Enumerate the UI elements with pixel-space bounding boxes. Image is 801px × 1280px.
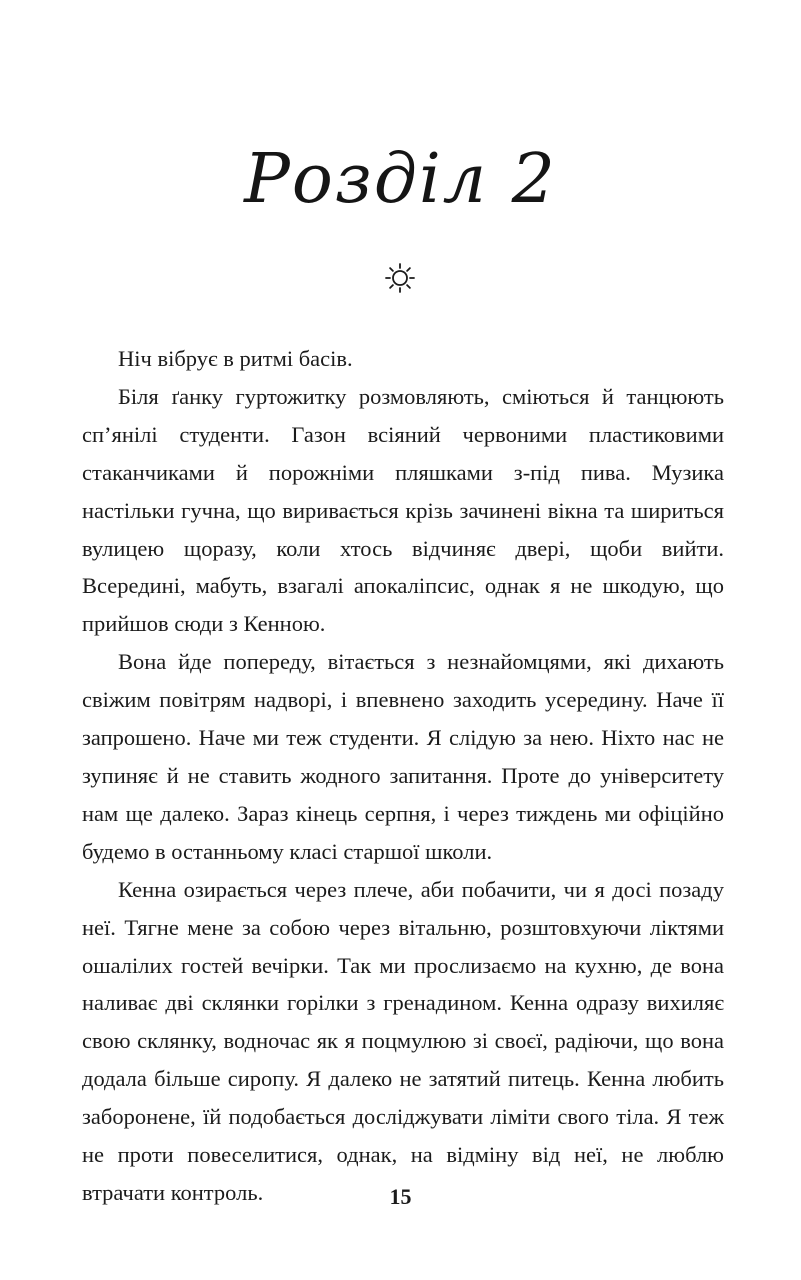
chapter-body <box>82 340 724 1212</box>
paragraph: Біля ґанку гуртожитку розмовляють, сміються й танцюють сп’янілі студенти. Газон всіяний червоними пластиковими стаканчиками й порожніми пляшками з-під пива. Музика настільки гучна, що виривається крізь зачинені вікна та шириться вулицею щоразу, коли хтось відчиняє двері, щоби вийти. Всередині, мабуть, взагалі апокаліпсис, однак я не шкодую, що прийшов сюди з Кенною. <box>82 383 724 637</box>
page-number: 15 <box>389 1184 412 1209</box>
paragraph: Ніч вібрує в ритмі басів. <box>118 346 353 371</box>
paragraph: Кенна озирається через плече, аби побачити, чи я досі позаду неї. Тягне мене за собою через вітальню, розштовхуючи ліктями ошалілих гостей вечірки. Так ми прослизаємо на кухню, де вона наливає дві склянки горілки з гренадином. Кенна одразу вихиляє свою склянку, водночас як я поцмулюю зі своєї, радіючи, що вона додала більше сиропу. Я далеко не затятий питець. Кенна любить заборонене, їй подобається досліджувати ліміти свого тіла. Я теж не проти повеселитися, однак, на відміну від неї, не люблю втрачати контроль. <box>82 876 724 1205</box>
sun-ornament-icon <box>384 262 416 294</box>
chapter-title: Розділ 2 <box>244 140 557 219</box>
paragraph: Вона йде попереду, вітається з незнайомцями, які дихають свіжим повітрям надворі, і впевнено заходить усередину. Наче її запрошено. Наче ми теж студенти. Я слідую за нею. Ніхто нас не зупиняє й не ставить жодного запитання. Проте до університету нам ще далеко. Зараз кінець серпня, і через тиждень ми офіційно будемо в останньому класі старшої школи. <box>82 649 724 864</box>
